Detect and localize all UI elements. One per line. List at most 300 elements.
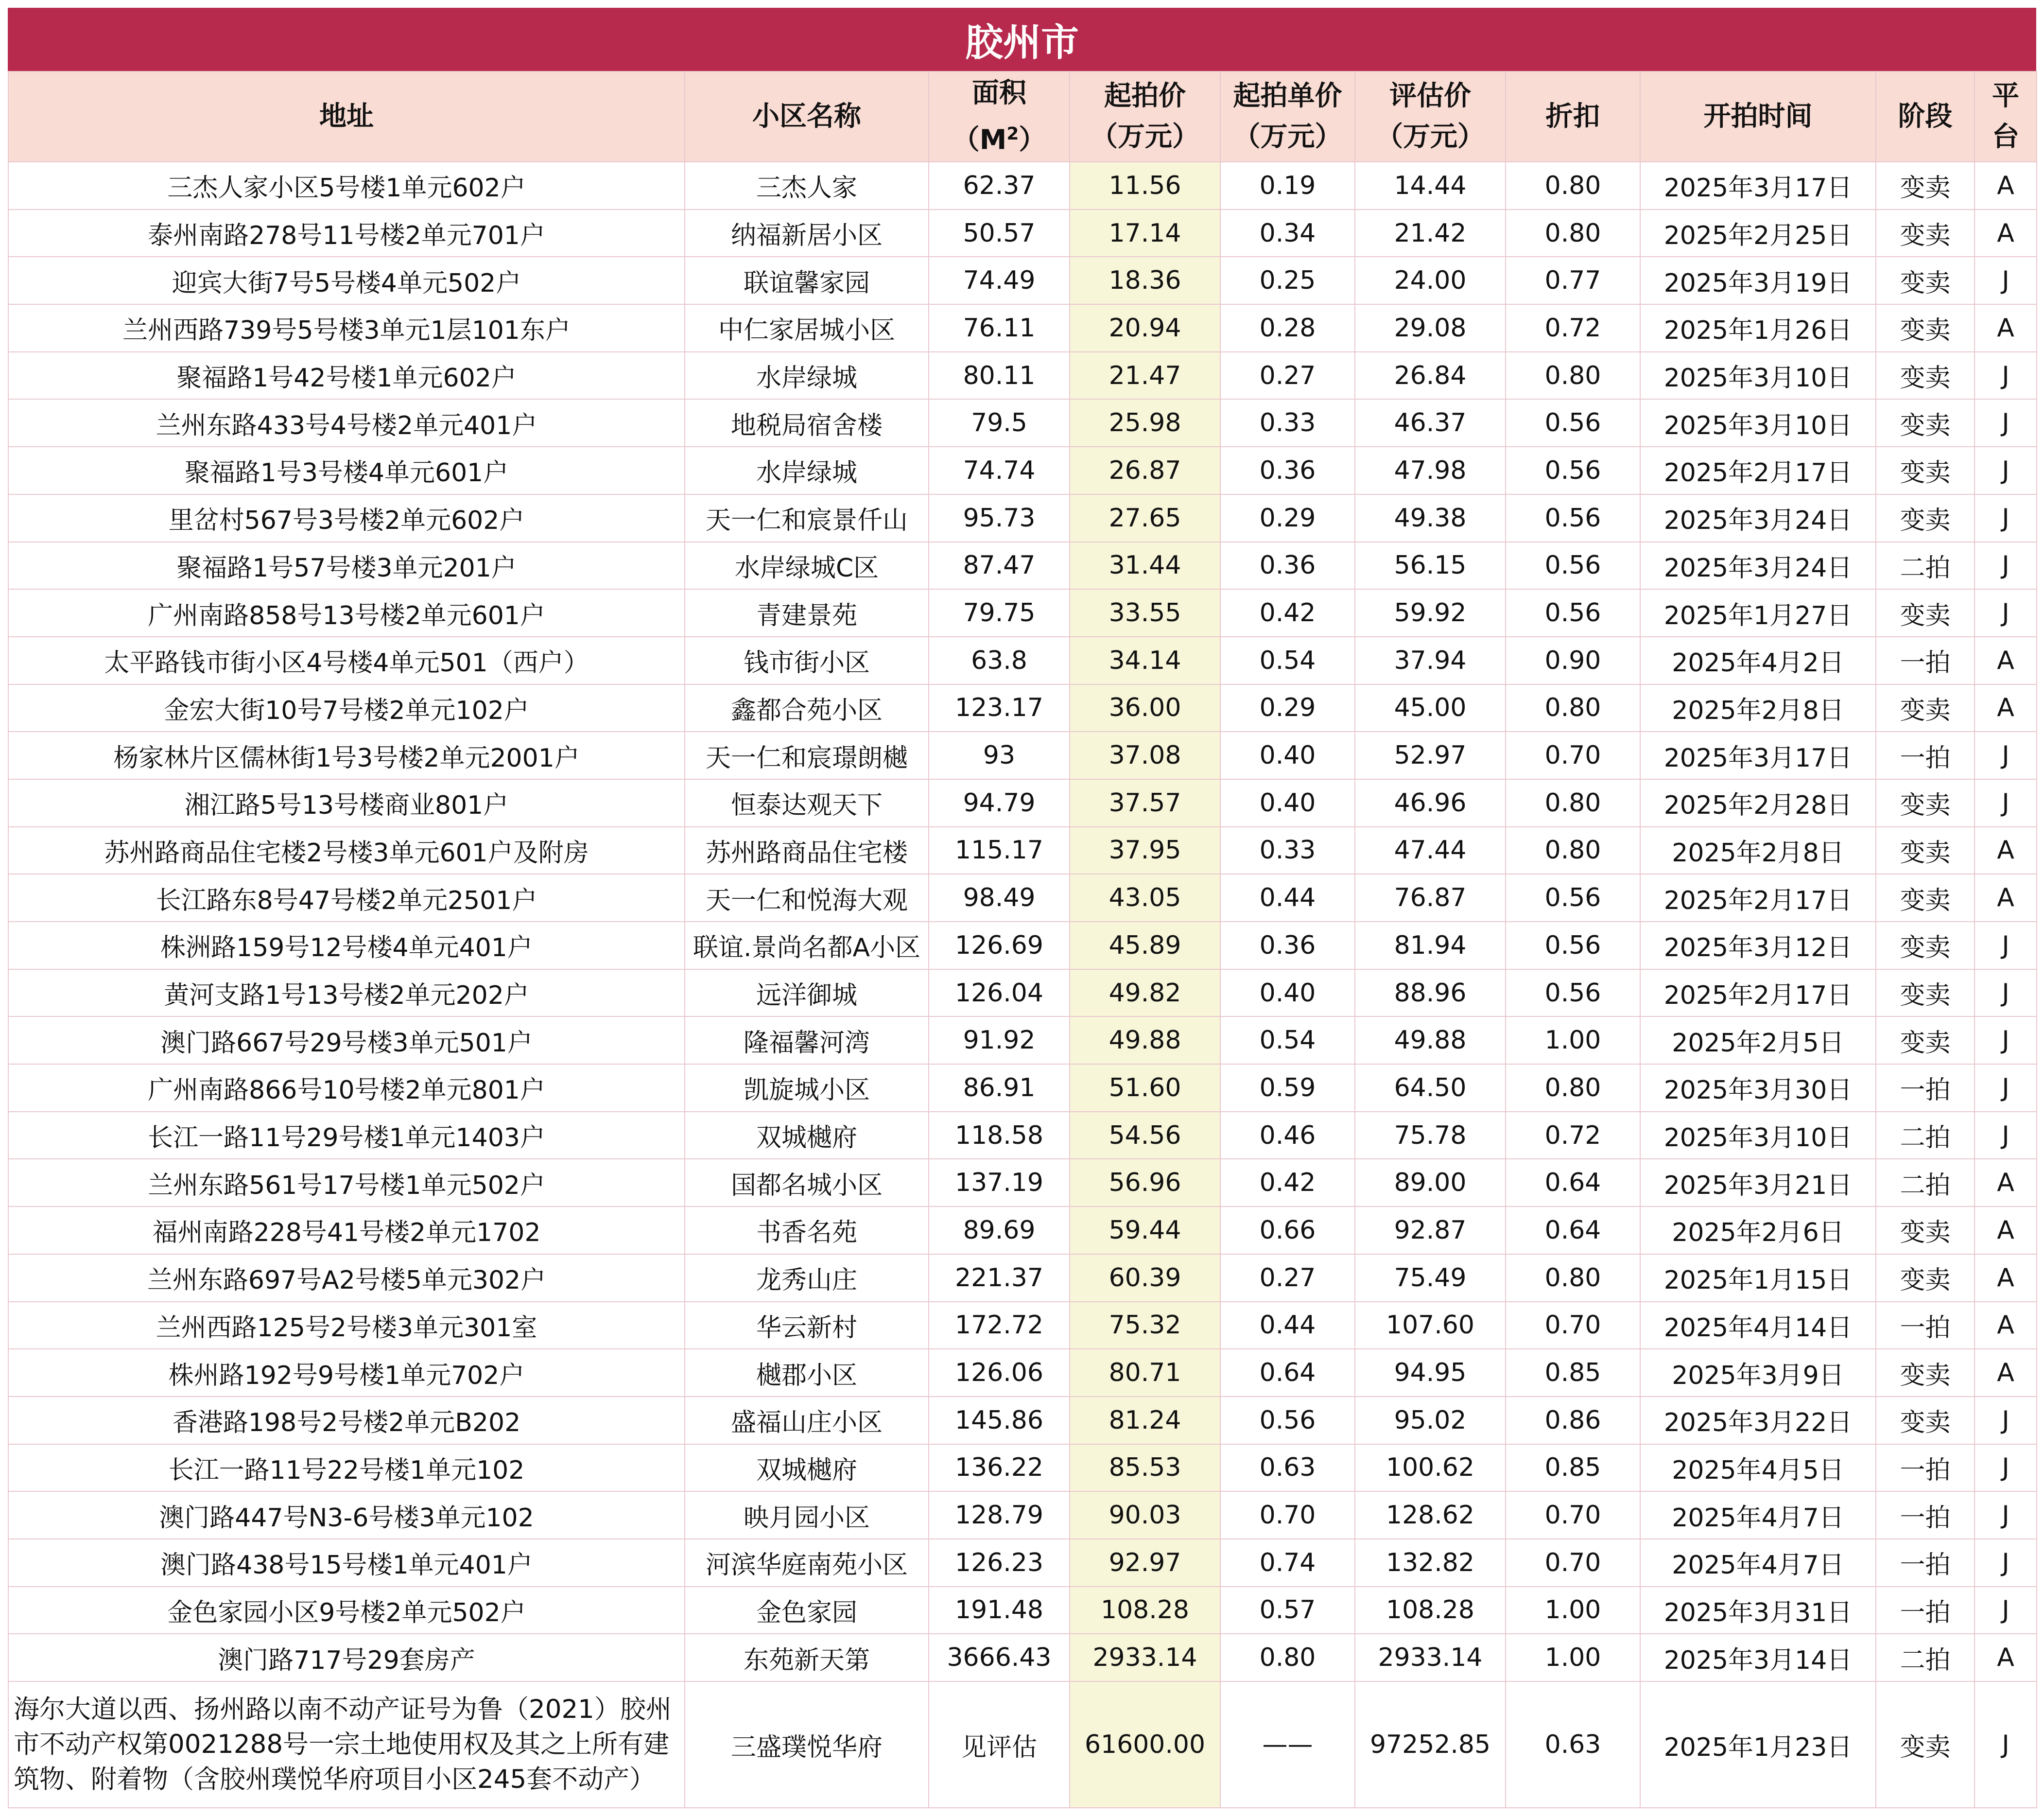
cell-area[interactable]: 87.47: [929, 542, 1070, 590]
cell-unit-price[interactable]: 0.40: [1220, 732, 1355, 779]
cell-discount[interactable]: 0.56: [1506, 399, 1640, 447]
cell-stage[interactable]: 二拍: [1876, 1634, 1975, 1681]
table-row[interactable]: [8, 257, 2037, 304]
cell-area[interactable]: 79.75: [929, 589, 1070, 637]
cell-platform[interactable]: J: [1975, 542, 2037, 590]
cell-unit-price[interactable]: 0.34: [1220, 210, 1355, 257]
cell-address[interactable]: 澳门路447号N3-6号楼3单元102: [8, 1491, 685, 1539]
cell-start-time[interactable]: 2025年3月17日: [1640, 732, 1876, 779]
cell-unit-price[interactable]: 0.70: [1220, 1491, 1355, 1539]
cell-start-time[interactable]: 2025年3月30日: [1640, 1064, 1876, 1112]
cell-platform[interactable]: J: [1975, 1064, 2037, 1112]
cell-address[interactable]: 杨家林片区儒林街1号3号楼2单元2001户: [8, 732, 685, 779]
cell-discount[interactable]: 0.90: [1506, 637, 1640, 684]
cell-start-price[interactable]: 20.94: [1070, 304, 1220, 352]
cell-area[interactable]: 79.5: [929, 399, 1070, 447]
cell-start-time[interactable]: 2025年3月21日: [1640, 1159, 1876, 1206]
cell-platform[interactable]: J: [1975, 1112, 2037, 1159]
cell-platform[interactable]: A: [1975, 1254, 2037, 1302]
cell-discount[interactable]: 0.56: [1506, 542, 1640, 590]
cell-area[interactable]: 91.92: [929, 1016, 1070, 1064]
cell-appraisal[interactable]: 59.92: [1355, 589, 1506, 637]
cell-community[interactable]: 青建景苑: [685, 589, 929, 637]
cell-start-time[interactable]: 2025年3月14日: [1640, 1634, 1876, 1681]
cell-platform[interactable]: A: [1975, 637, 2037, 684]
cell-discount[interactable]: 0.85: [1506, 1444, 1640, 1492]
cell-start-price[interactable]: 59.44: [1070, 1206, 1220, 1254]
cell-unit-price[interactable]: 0.28: [1220, 304, 1355, 352]
cell-area[interactable]: 86.91: [929, 1064, 1070, 1112]
cell-stage[interactable]: 变卖: [1876, 304, 1975, 352]
cell-start-price[interactable]: 37.08: [1070, 732, 1220, 779]
cell-start-time[interactable]: 2025年3月22日: [1640, 1397, 1876, 1444]
cell-discount[interactable]: 0.56: [1506, 589, 1640, 637]
cell-appraisal[interactable]: 94.95: [1355, 1349, 1506, 1397]
cell-start-time[interactable]: 2025年2月17日: [1640, 447, 1876, 494]
cell-stage[interactable]: 变卖: [1876, 1681, 1975, 1808]
cell-appraisal[interactable]: 37.94: [1355, 637, 1506, 684]
cell-start-price[interactable]: 49.82: [1070, 969, 1220, 1017]
header-start-price[interactable]: [1070, 71, 1220, 162]
cell-community[interactable]: 水岸绿城C区: [685, 542, 929, 590]
cell-appraisal[interactable]: 24.00: [1355, 257, 1506, 304]
cell-appraisal[interactable]: 75.49: [1355, 1254, 1506, 1302]
cell-appraisal[interactable]: 21.42: [1355, 210, 1506, 257]
cell-unit-price[interactable]: 0.27: [1220, 352, 1355, 400]
header-area[interactable]: [929, 71, 1070, 162]
cell-start-time[interactable]: 2025年1月23日: [1640, 1681, 1876, 1808]
cell-platform[interactable]: J: [1975, 1491, 2037, 1539]
cell-address[interactable]: 香港路198号2号楼2单元B202: [8, 1397, 685, 1444]
cell-address[interactable]: 金色家园小区9号楼2单元502户: [8, 1587, 685, 1634]
table-row[interactable]: [8, 969, 2037, 1017]
cell-community[interactable]: 联谊馨家园: [685, 257, 929, 304]
cell-start-price[interactable]: 75.32: [1070, 1302, 1220, 1349]
cell-start-price[interactable]: 31.44: [1070, 542, 1220, 590]
cell-community[interactable]: 金色家园: [685, 1587, 929, 1634]
cell-start-price[interactable]: 37.95: [1070, 827, 1220, 874]
cell-address[interactable]: 泰州南路278号11号楼2单元701户: [8, 210, 685, 257]
cell-unit-price[interactable]: 0.29: [1220, 494, 1355, 542]
cell-address[interactable]: 株洲路159号12号楼4单元401户: [8, 922, 685, 969]
header-community[interactable]: 小区名称: [685, 71, 929, 162]
cell-start-price[interactable]: 90.03: [1070, 1491, 1220, 1539]
cell-appraisal[interactable]: 128.62: [1355, 1491, 1506, 1539]
cell-area[interactable]: 62.37: [929, 162, 1070, 210]
cell-area[interactable]: 145.86: [929, 1397, 1070, 1444]
cell-start-price[interactable]: 34.14: [1070, 637, 1220, 684]
cell-appraisal[interactable]: 52.97: [1355, 732, 1506, 779]
cell-stage[interactable]: 变卖: [1876, 922, 1975, 969]
cell-area[interactable]: 3666.43: [929, 1634, 1070, 1681]
cell-community[interactable]: 恒泰达观天下: [685, 779, 929, 827]
cell-appraisal[interactable]: 107.60: [1355, 1302, 1506, 1349]
cell-start-price[interactable]: 56.96: [1070, 1159, 1220, 1206]
cell-discount[interactable]: 1.00: [1506, 1587, 1640, 1634]
cell-community[interactable]: 隆福馨河湾: [685, 1016, 929, 1064]
cell-stage[interactable]: 一拍: [1876, 1587, 1975, 1634]
table-row[interactable]: [8, 1539, 2037, 1587]
cell-discount[interactable]: 0.80: [1506, 779, 1640, 827]
cell-start-price[interactable]: 45.89: [1070, 922, 1220, 969]
cell-appraisal[interactable]: 100.62: [1355, 1444, 1506, 1492]
cell-unit-price[interactable]: 0.59: [1220, 1064, 1355, 1112]
cell-discount[interactable]: 0.70: [1506, 732, 1640, 779]
cell-appraisal[interactable]: 89.00: [1355, 1159, 1506, 1206]
cell-community[interactable]: 龙秀山庄: [685, 1254, 929, 1302]
cell-area[interactable]: 74.49: [929, 257, 1070, 304]
cell-appraisal[interactable]: 56.15: [1355, 542, 1506, 590]
table-row[interactable]: [8, 1491, 2037, 1539]
cell-area[interactable]: 126.23: [929, 1539, 1070, 1587]
cell-start-price[interactable]: 26.87: [1070, 447, 1220, 494]
cell-address[interactable]: 兰州东路561号17号楼1单元502户: [8, 1159, 685, 1206]
cell-stage[interactable]: 变卖: [1876, 1254, 1975, 1302]
cell-start-price[interactable]: 21.47: [1070, 352, 1220, 400]
cell-platform[interactable]: J: [1975, 922, 2037, 969]
header-stage[interactable]: 阶段: [1876, 71, 1975, 162]
cell-appraisal[interactable]: 47.98: [1355, 447, 1506, 494]
table-row[interactable]: [8, 827, 2037, 874]
cell-unit-price[interactable]: 0.44: [1220, 1302, 1355, 1349]
cell-discount[interactable]: 0.56: [1506, 922, 1640, 969]
cell-start-price[interactable]: 11.56: [1070, 162, 1220, 210]
cell-community[interactable]: 纳福新居小区: [685, 210, 929, 257]
cell-platform[interactable]: J: [1975, 352, 2037, 400]
cell-start-price[interactable]: 2933.14: [1070, 1634, 1220, 1681]
cell-platform[interactable]: J: [1975, 1397, 2037, 1444]
cell-community[interactable]: 水岸绿城: [685, 447, 929, 494]
cell-start-price[interactable]: 51.60: [1070, 1064, 1220, 1112]
cell-unit-price[interactable]: 0.74: [1220, 1539, 1355, 1587]
cell-start-time[interactable]: 2025年3月17日: [1640, 162, 1876, 210]
cell-platform[interactable]: J: [1975, 589, 2037, 637]
cell-stage[interactable]: 变卖: [1876, 827, 1975, 874]
cell-address[interactable]: 聚福路1号3号楼4单元601户: [8, 447, 685, 494]
cell-start-price[interactable]: 17.14: [1070, 210, 1220, 257]
cell-stage[interactable]: 变卖: [1876, 969, 1975, 1017]
cell-community[interactable]: 三杰人家: [685, 162, 929, 210]
cell-community[interactable]: 盛福山庄小区: [685, 1397, 929, 1444]
cell-stage[interactable]: 一拍: [1876, 1444, 1975, 1492]
cell-community[interactable]: 天一仁和宸璟朗樾: [685, 732, 929, 779]
cell-unit-price[interactable]: 0.57: [1220, 1587, 1355, 1634]
cell-unit-price[interactable]: ——: [1220, 1681, 1355, 1808]
cell-address[interactable]: 太平路钱市街小区4号楼4单元501（西户）: [8, 637, 685, 684]
cell-address[interactable]: 三杰人家小区5号楼1单元602户: [8, 162, 685, 210]
table-row[interactable]: [8, 874, 2037, 922]
cell-community[interactable]: 地税局宿舍楼: [685, 399, 929, 447]
cell-start-time[interactable]: 2025年4月5日: [1640, 1444, 1876, 1492]
cell-start-time[interactable]: 2025年1月26日: [1640, 304, 1876, 352]
cell-community[interactable]: 双城樾府: [685, 1112, 929, 1159]
cell-stage[interactable]: 二拍: [1876, 542, 1975, 590]
cell-appraisal[interactable]: 88.96: [1355, 969, 1506, 1017]
cell-unit-price[interactable]: 0.42: [1220, 1159, 1355, 1206]
table-row[interactable]: [8, 779, 2037, 827]
cell-area[interactable]: 123.17: [929, 684, 1070, 732]
cell-stage[interactable]: 变卖: [1876, 494, 1975, 542]
cell-platform[interactable]: A: [1975, 1349, 2037, 1397]
cell-stage[interactable]: 一拍: [1876, 1539, 1975, 1587]
cell-discount[interactable]: 1.00: [1506, 1016, 1640, 1064]
cell-area[interactable]: 126.06: [929, 1349, 1070, 1397]
cell-community[interactable]: 映月园小区: [685, 1491, 929, 1539]
table-row[interactable]: [8, 1206, 2037, 1254]
cell-address[interactable]: 广州南路858号13号楼2单元601户: [8, 589, 685, 637]
cell-platform[interactable]: J: [1975, 494, 2037, 542]
cell-area[interactable]: 115.17: [929, 827, 1070, 874]
cell-address[interactable]: 黄河支路1号13号楼2单元202户: [8, 969, 685, 1017]
cell-appraisal[interactable]: 92.87: [1355, 1206, 1506, 1254]
cell-community[interactable]: 书香名苑: [685, 1206, 929, 1254]
cell-discount[interactable]: 0.86: [1506, 1397, 1640, 1444]
table-row[interactable]: [8, 210, 2037, 257]
cell-appraisal[interactable]: 2933.14: [1355, 1634, 1506, 1681]
cell-area[interactable]: 50.57: [929, 210, 1070, 257]
cell-start-time[interactable]: 2025年3月12日: [1640, 922, 1876, 969]
cell-address[interactable]: 长江一路11号22号楼1单元102: [8, 1444, 685, 1492]
cell-area[interactable]: 128.79: [929, 1491, 1070, 1539]
cell-community[interactable]: 三盛璞悦华府: [685, 1681, 929, 1808]
cell-unit-price[interactable]: 0.33: [1220, 399, 1355, 447]
cell-platform[interactable]: J: [1975, 1681, 2037, 1808]
cell-address[interactable]: 海尔大道以西、扬州路以南不动产证号为鲁（2021）胶州市不动产权第0021288号一宗土地使用权及其之上所有建筑物、附着物（含胶州璞悦华府项目小区245套不动产）: [8, 1681, 685, 1808]
cell-platform[interactable]: J: [1975, 732, 2037, 779]
cell-start-price[interactable]: 36.00: [1070, 684, 1220, 732]
cell-platform[interactable]: J: [1975, 447, 2037, 494]
cell-stage[interactable]: 变卖: [1876, 684, 1975, 732]
cell-start-time[interactable]: 2025年2月28日: [1640, 779, 1876, 827]
cell-start-time[interactable]: 2025年3月10日: [1640, 399, 1876, 447]
cell-start-time[interactable]: 2025年4月2日: [1640, 637, 1876, 684]
cell-area[interactable]: 98.49: [929, 874, 1070, 922]
cell-stage[interactable]: 变卖: [1876, 352, 1975, 400]
cell-unit-price[interactable]: 0.42: [1220, 589, 1355, 637]
cell-community[interactable]: 国都名城小区: [685, 1159, 929, 1206]
cell-start-time[interactable]: 2025年2月8日: [1640, 827, 1876, 874]
cell-stage[interactable]: 一拍: [1876, 1302, 1975, 1349]
cell-platform[interactable]: J: [1975, 399, 2037, 447]
cell-stage[interactable]: 变卖: [1876, 1349, 1975, 1397]
cell-area[interactable]: 191.48: [929, 1587, 1070, 1634]
cell-address[interactable]: 广州南路866号10号楼2单元801户: [8, 1064, 685, 1112]
cell-start-price[interactable]: 92.97: [1070, 1539, 1220, 1587]
cell-area[interactable]: 89.69: [929, 1206, 1070, 1254]
cell-community[interactable]: 天一仁和悦海大观: [685, 874, 929, 922]
cell-start-time[interactable]: 2025年2月17日: [1640, 874, 1876, 922]
table-row[interactable]: [8, 304, 2037, 352]
cell-stage[interactable]: 一拍: [1876, 637, 1975, 684]
cell-appraisal[interactable]: 47.44: [1355, 827, 1506, 874]
cell-platform[interactable]: J: [1975, 779, 2037, 827]
cell-platform[interactable]: J: [1975, 1539, 2037, 1587]
cell-platform[interactable]: J: [1975, 969, 2037, 1017]
cell-start-price[interactable]: 54.56: [1070, 1112, 1220, 1159]
table-row[interactable]: [8, 1444, 2037, 1492]
cell-discount[interactable]: 0.80: [1506, 1064, 1640, 1112]
cell-discount[interactable]: 0.56: [1506, 494, 1640, 542]
cell-address[interactable]: 福州南路228号41号楼2单元1702: [8, 1206, 685, 1254]
cell-start-time[interactable]: 2025年3月10日: [1640, 1112, 1876, 1159]
cell-start-price[interactable]: 60.39: [1070, 1254, 1220, 1302]
cell-platform[interactable]: J: [1975, 1587, 2037, 1634]
cell-start-time[interactable]: 2025年2月5日: [1640, 1016, 1876, 1064]
cell-discount[interactable]: 0.72: [1506, 304, 1640, 352]
cell-stage[interactable]: 变卖: [1876, 447, 1975, 494]
cell-appraisal[interactable]: 46.96: [1355, 779, 1506, 827]
cell-area[interactable]: 74.74: [929, 447, 1070, 494]
cell-start-time[interactable]: 2025年2月8日: [1640, 684, 1876, 732]
cell-stage[interactable]: 变卖: [1876, 1397, 1975, 1444]
cell-stage[interactable]: 变卖: [1876, 257, 1975, 304]
table-row[interactable]: [8, 162, 2037, 210]
table-row[interactable]: [8, 1016, 2037, 1064]
cell-stage[interactable]: 变卖: [1876, 399, 1975, 447]
cell-discount[interactable]: 0.80: [1506, 1254, 1640, 1302]
cell-appraisal[interactable]: 75.78: [1355, 1112, 1506, 1159]
cell-discount[interactable]: 0.80: [1506, 827, 1640, 874]
cell-unit-price[interactable]: 0.56: [1220, 1397, 1355, 1444]
cell-unit-price[interactable]: 0.36: [1220, 542, 1355, 590]
cell-platform[interactable]: A: [1975, 210, 2037, 257]
cell-unit-price[interactable]: 0.64: [1220, 1349, 1355, 1397]
cell-start-time[interactable]: 2025年3月24日: [1640, 542, 1876, 590]
cell-start-price[interactable]: 43.05: [1070, 874, 1220, 922]
cell-discount[interactable]: 0.77: [1506, 257, 1640, 304]
table-row[interactable]: [8, 1254, 2037, 1302]
cell-start-time[interactable]: 2025年2月6日: [1640, 1206, 1876, 1254]
table-row[interactable]: [8, 1302, 2037, 1349]
table-row[interactable]: [8, 732, 2037, 779]
cell-discount[interactable]: 0.80: [1506, 210, 1640, 257]
cell-start-time[interactable]: 2025年3月19日: [1640, 257, 1876, 304]
cell-platform[interactable]: A: [1975, 304, 2037, 352]
cell-unit-price[interactable]: 0.29: [1220, 684, 1355, 732]
cell-platform[interactable]: A: [1975, 1634, 2037, 1681]
cell-appraisal[interactable]: 49.38: [1355, 494, 1506, 542]
cell-discount[interactable]: 0.63: [1506, 1681, 1640, 1808]
cell-stage[interactable]: 变卖: [1876, 210, 1975, 257]
cell-start-price[interactable]: 49.88: [1070, 1016, 1220, 1064]
table-row[interactable]: [8, 1349, 2037, 1397]
cell-address[interactable]: 澳门路667号29号楼3单元501户: [8, 1016, 685, 1064]
cell-platform[interactable]: J: [1975, 1444, 2037, 1492]
cell-start-time[interactable]: 2025年2月17日: [1640, 969, 1876, 1017]
cell-appraisal[interactable]: 49.88: [1355, 1016, 1506, 1064]
header-discount[interactable]: 折扣: [1506, 71, 1640, 162]
cell-address[interactable]: 里岔村567号3号楼2单元602户: [8, 494, 685, 542]
cell-unit-price[interactable]: 0.54: [1220, 1016, 1355, 1064]
cell-unit-price[interactable]: 0.66: [1220, 1206, 1355, 1254]
cell-discount[interactable]: 0.80: [1506, 162, 1640, 210]
cell-community[interactable]: 双城樾府: [685, 1444, 929, 1492]
cell-address[interactable]: 长江路东8号47号楼2单元2501户: [8, 874, 685, 922]
cell-address[interactable]: 澳门路438号15号楼1单元401户: [8, 1539, 685, 1587]
cell-area[interactable]: 137.19: [929, 1159, 1070, 1206]
cell-area[interactable]: 94.79: [929, 779, 1070, 827]
cell-area[interactable]: 93: [929, 732, 1070, 779]
cell-discount[interactable]: 0.56: [1506, 969, 1640, 1017]
cell-address[interactable]: 兰州西路125号2号楼3单元301室: [8, 1302, 685, 1349]
cell-address[interactable]: 湘江路5号13号楼商业801户: [8, 779, 685, 827]
cell-discount[interactable]: 0.80: [1506, 684, 1640, 732]
cell-address[interactable]: 兰州西路739号5号楼3单元1层101东户: [8, 304, 685, 352]
cell-community[interactable]: 水岸绿城: [685, 352, 929, 400]
cell-start-price[interactable]: 25.98: [1070, 399, 1220, 447]
cell-unit-price[interactable]: 0.54: [1220, 637, 1355, 684]
cell-discount[interactable]: 0.64: [1506, 1206, 1640, 1254]
cell-discount[interactable]: 0.72: [1506, 1112, 1640, 1159]
cell-stage[interactable]: 二拍: [1876, 1112, 1975, 1159]
cell-start-price[interactable]: 80.71: [1070, 1349, 1220, 1397]
cell-start-time[interactable]: 2025年4月7日: [1640, 1539, 1876, 1587]
table-row[interactable]: [8, 1681, 2037, 1808]
cell-area[interactable]: 126.69: [929, 922, 1070, 969]
cell-platform[interactable]: A: [1975, 827, 2037, 874]
cell-appraisal[interactable]: 108.28: [1355, 1587, 1506, 1634]
cell-community[interactable]: 钱市街小区: [685, 637, 929, 684]
table-row[interactable]: [8, 637, 2037, 684]
cell-discount[interactable]: 0.80: [1506, 352, 1640, 400]
cell-appraisal[interactable]: 132.82: [1355, 1539, 1506, 1587]
cell-discount[interactable]: 0.70: [1506, 1302, 1640, 1349]
cell-start-price[interactable]: 33.55: [1070, 589, 1220, 637]
cell-stage[interactable]: 一拍: [1876, 1491, 1975, 1539]
cell-area[interactable]: 见评估: [929, 1681, 1070, 1808]
cell-stage[interactable]: 二拍: [1876, 1159, 1975, 1206]
cell-unit-price[interactable]: 0.36: [1220, 447, 1355, 494]
cell-platform[interactable]: A: [1975, 162, 2037, 210]
cell-area[interactable]: 118.58: [929, 1112, 1070, 1159]
cell-start-price[interactable]: 61600.00: [1070, 1681, 1220, 1808]
cell-address[interactable]: 苏州路商品住宅楼2号楼3单元601户及附房: [8, 827, 685, 874]
cell-address[interactable]: 株州路192号9号楼1单元702户: [8, 1349, 685, 1397]
cell-platform[interactable]: J: [1975, 257, 2037, 304]
cell-appraisal[interactable]: 14.44: [1355, 162, 1506, 210]
cell-address[interactable]: 聚福路1号42号楼1单元602户: [8, 352, 685, 400]
cell-address[interactable]: 兰州东路697号A2号楼5单元302户: [8, 1254, 685, 1302]
cell-appraisal[interactable]: 64.50: [1355, 1064, 1506, 1112]
cell-community[interactable]: 远洋御城: [685, 969, 929, 1017]
cell-community[interactable]: 东苑新天第: [685, 1634, 929, 1681]
table-row[interactable]: [8, 1112, 2037, 1159]
cell-start-time[interactable]: 2025年2月25日: [1640, 210, 1876, 257]
cell-address[interactable]: 聚福路1号57号楼3单元201户: [8, 542, 685, 590]
table-row[interactable]: [8, 352, 2037, 400]
cell-community[interactable]: 樾郡小区: [685, 1349, 929, 1397]
table-row[interactable]: [8, 542, 2037, 590]
cell-appraisal[interactable]: 26.84: [1355, 352, 1506, 400]
cell-platform[interactable]: A: [1975, 1302, 2037, 1349]
cell-area[interactable]: 126.04: [929, 969, 1070, 1017]
cell-appraisal[interactable]: 29.08: [1355, 304, 1506, 352]
cell-area[interactable]: 76.11: [929, 304, 1070, 352]
cell-appraisal[interactable]: 95.02: [1355, 1397, 1506, 1444]
cell-appraisal[interactable]: 45.00: [1355, 684, 1506, 732]
cell-appraisal[interactable]: 81.94: [1355, 922, 1506, 969]
table-row[interactable]: [8, 1159, 2037, 1206]
cell-platform[interactable]: J: [1975, 1016, 2037, 1064]
cell-community[interactable]: 华云新村: [685, 1302, 929, 1349]
cell-start-time[interactable]: 2025年1月27日: [1640, 589, 1876, 637]
table-row[interactable]: [8, 399, 2037, 447]
table-row[interactable]: [8, 1397, 2037, 1444]
header-start-time[interactable]: 开拍时间: [1640, 71, 1876, 162]
cell-appraisal[interactable]: 97252.85: [1355, 1681, 1506, 1808]
cell-stage[interactable]: 一拍: [1876, 732, 1975, 779]
table-row[interactable]: [8, 1587, 2037, 1634]
